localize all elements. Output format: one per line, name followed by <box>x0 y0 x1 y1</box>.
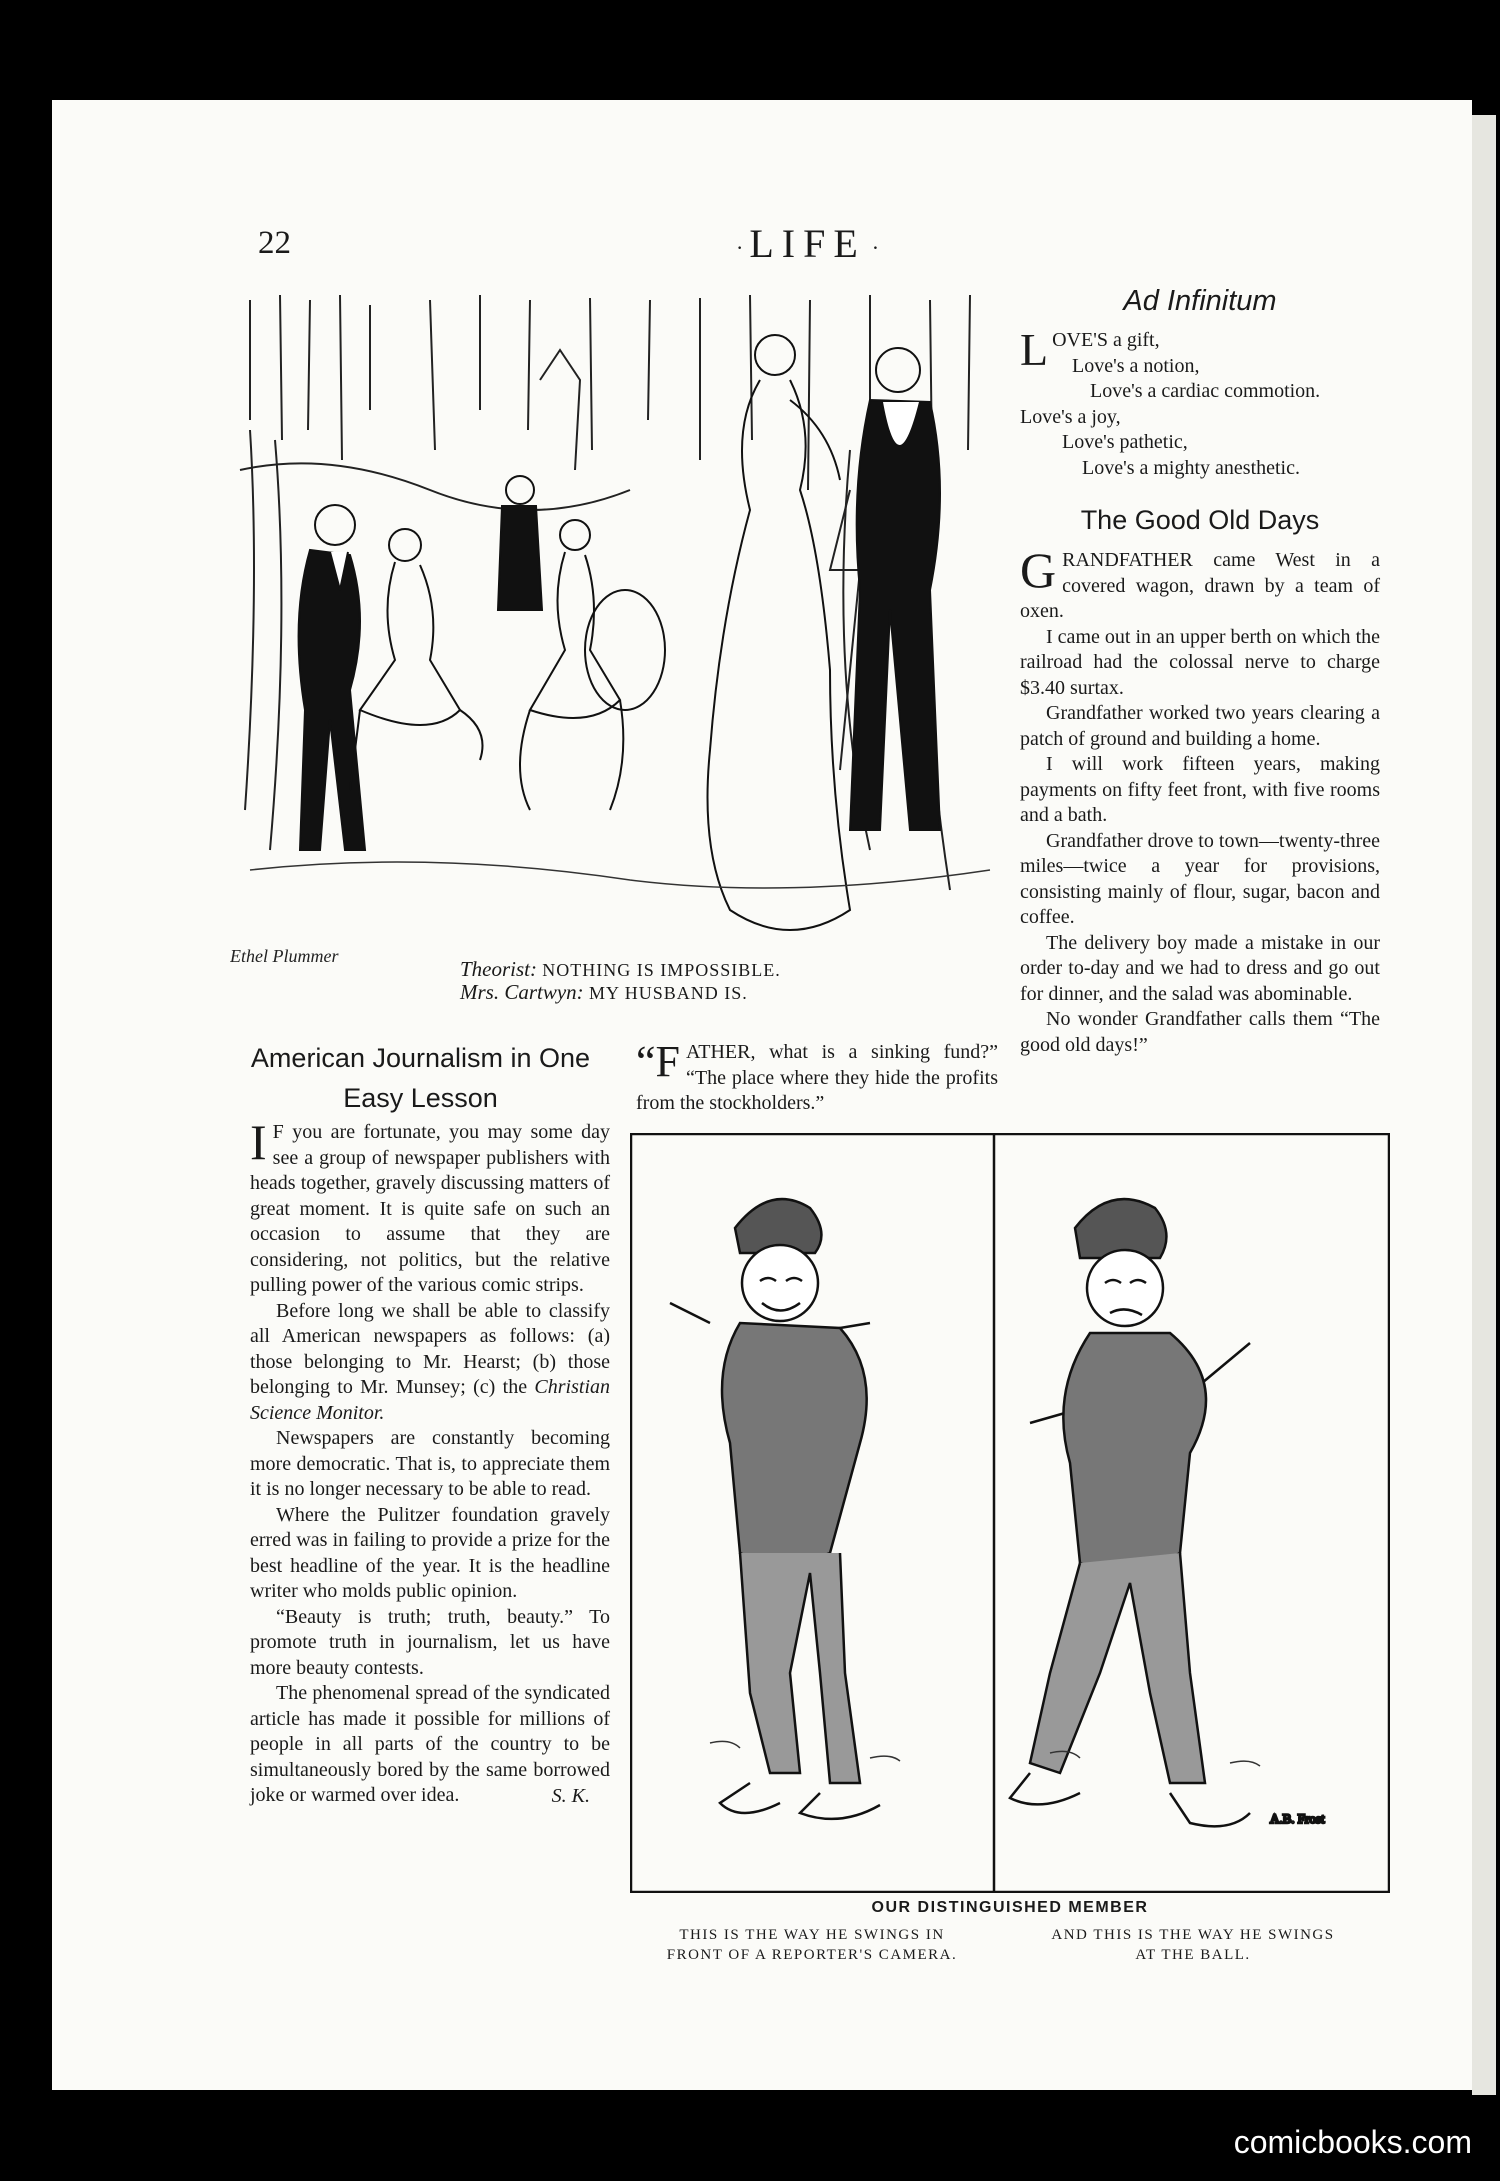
paragraph: Where the Pulitzer foundation gravely erred was in failing to provide a prize for the best headline of the year. It is the headline writer who molds public opinion. <box>250 1503 610 1602</box>
golfer-right <box>1010 1199 1325 1826</box>
paragraph: The delivery boy made a mistake in our order to-day and we had to dress and go out for dinner, and the salad was abominable. <box>1020 931 1380 1005</box>
good-old-days-article <box>1020 542 1380 1058</box>
journalism-article <box>250 1114 610 1809</box>
masthead-dot-right: · <box>871 234 880 260</box>
journalism-p2-text: Before long we shall be able to classify all American newspapers as follows: (a) those belonging to Mr. Hearst; (b) those belonging to Mr. Munsey; (c) the <box>250 1299 610 1398</box>
golf-right-caption-line1: AND THIS IS THE WAY HE SWINGS <box>1051 1927 1335 1943</box>
sinking-fund-drop-cap: “F <box>636 1037 680 1086</box>
caption-text-theorist: NOTHING IS IMPOSSIBLE. <box>542 960 781 980</box>
salon-cartoon-caption <box>460 958 781 1004</box>
paragraph: Newspapers are constantly becoming more democratic. That is, to appreciate them it is no longer necessary to be able to read. <box>250 1427 610 1500</box>
sinking-fund-answer: “The place where they hide the profits from the stockholders.” <box>636 1066 998 1114</box>
paragraph: “Beauty is truth; truth, beauty.” To promote truth in journalism, let us have more beauty contests. <box>250 1605 610 1679</box>
svg-text:Ethel Plummer: Ethel Plummer <box>230 946 339 966</box>
masthead-title: LIFE <box>749 221 866 266</box>
sinking-fund-joke <box>636 1037 998 1117</box>
paragraph: I came out in an upper berth on which the railroad had the colossal nerve to charge $3.40 surtax. <box>1020 625 1380 699</box>
journalism-first-text: F you are fortunate, you may some day see a group of newspaper publishers with heads together, gravely discussing matters of great moment. It is quite safe on such an occasion to assume that they are considering, not politics, but the relative pulling power of the various comic strips. <box>250 1121 610 1296</box>
svg-text:A.B. Frost: A.B. Frost <box>1270 1811 1325 1826</box>
golf-left-caption-line1: THIS IS THE WAY HE SWINGS IN <box>679 1927 945 1943</box>
poem-line: OVE'S a gift, <box>1052 329 1160 351</box>
caption-speaker-theorist: Theorist: <box>460 957 538 981</box>
good-old-days-first-word: RANDFATHER <box>1062 549 1193 571</box>
poem-line: Love's a cardiac commotion. <box>1090 380 1321 402</box>
page-number: 22 <box>258 225 291 261</box>
golf-left-caption <box>630 1925 994 1965</box>
paragraph: I will work fifteen years, making payments on fifty feet front, with five rooms and a bath. <box>1020 753 1380 826</box>
masthead <box>730 220 885 267</box>
good-old-days-first-text: came West in a covered wagon, drawn by a team of oxen. <box>1020 549 1380 622</box>
paragraph: Grandfather worked two years clearing a patch of ground and building a home. <box>1020 702 1380 750</box>
journalism-title-line1: American Journalism in One <box>250 1043 591 1073</box>
journalism-p2-italic: Christian Science Monitor. <box>250 1376 610 1424</box>
ad-infinitum-title: Ad Infinitum <box>1123 285 1277 317</box>
caption-speaker-mrs-cartwyn: Mrs. Cartwyn: <box>460 980 584 1004</box>
paragraph: The phenomenal spread of the syndicated article has made it possible for millions of people in all parts of the country to be simultaneously bored by the same borrowed joke or warmed over idea. <box>250 1682 610 1806</box>
salon-cartoon <box>230 290 1000 970</box>
caption-text-mrs-cartwyn: MY HUSBAND IS. <box>588 983 748 1003</box>
journalism-drop-cap: I <box>250 1114 267 1170</box>
golf-right-caption <box>996 1925 1390 1965</box>
good-old-days-drop-cap: G <box>1020 542 1057 598</box>
journalism-title <box>248 1038 593 1118</box>
page-edge <box>1472 115 1496 2095</box>
golf-right-caption-line2: AT THE BALL. <box>1135 1947 1251 1963</box>
golf-cartoon-title: OUR DISTINGUISHED MEMBER <box>871 1899 1149 1916</box>
ad-infinitum-drop-cap: L <box>1020 324 1049 375</box>
poem-line: Love's a joy, <box>1020 405 1121 428</box>
masthead-dot-left: · <box>736 234 744 260</box>
poem-line: Love's a mighty anesthetic. <box>1082 456 1300 479</box>
poem-line: Love's a notion, <box>1072 354 1200 377</box>
paragraph: No wonder Grandfather calls them “The good old days!” <box>1020 1008 1380 1056</box>
golf-left-caption-line2: FRONT OF A REPORTER'S CAMERA. <box>666 1947 958 1963</box>
golf-cartoon-frame <box>630 1133 1390 1893</box>
golfer-left <box>670 1199 880 1819</box>
journalism-signature: S. K. <box>551 1784 590 1807</box>
watermark: comicbooks.com <box>1233 2124 1472 2160</box>
good-old-days-title: The Good Old Days <box>1080 505 1320 535</box>
journalism-title-line2: Easy Lesson <box>343 1083 498 1113</box>
poem-line: Love's pathetic, <box>1062 431 1188 453</box>
paragraph: Grandfather drove to town—twenty-three miles—twice a year for provisions, consisting mainly of flour, sugar, bacon and coffee. <box>1020 829 1380 928</box>
sinking-fund-question: ATHER, what is a sinking fund?” <box>686 1041 998 1063</box>
ad-infinitum-poem <box>1020 324 1400 481</box>
